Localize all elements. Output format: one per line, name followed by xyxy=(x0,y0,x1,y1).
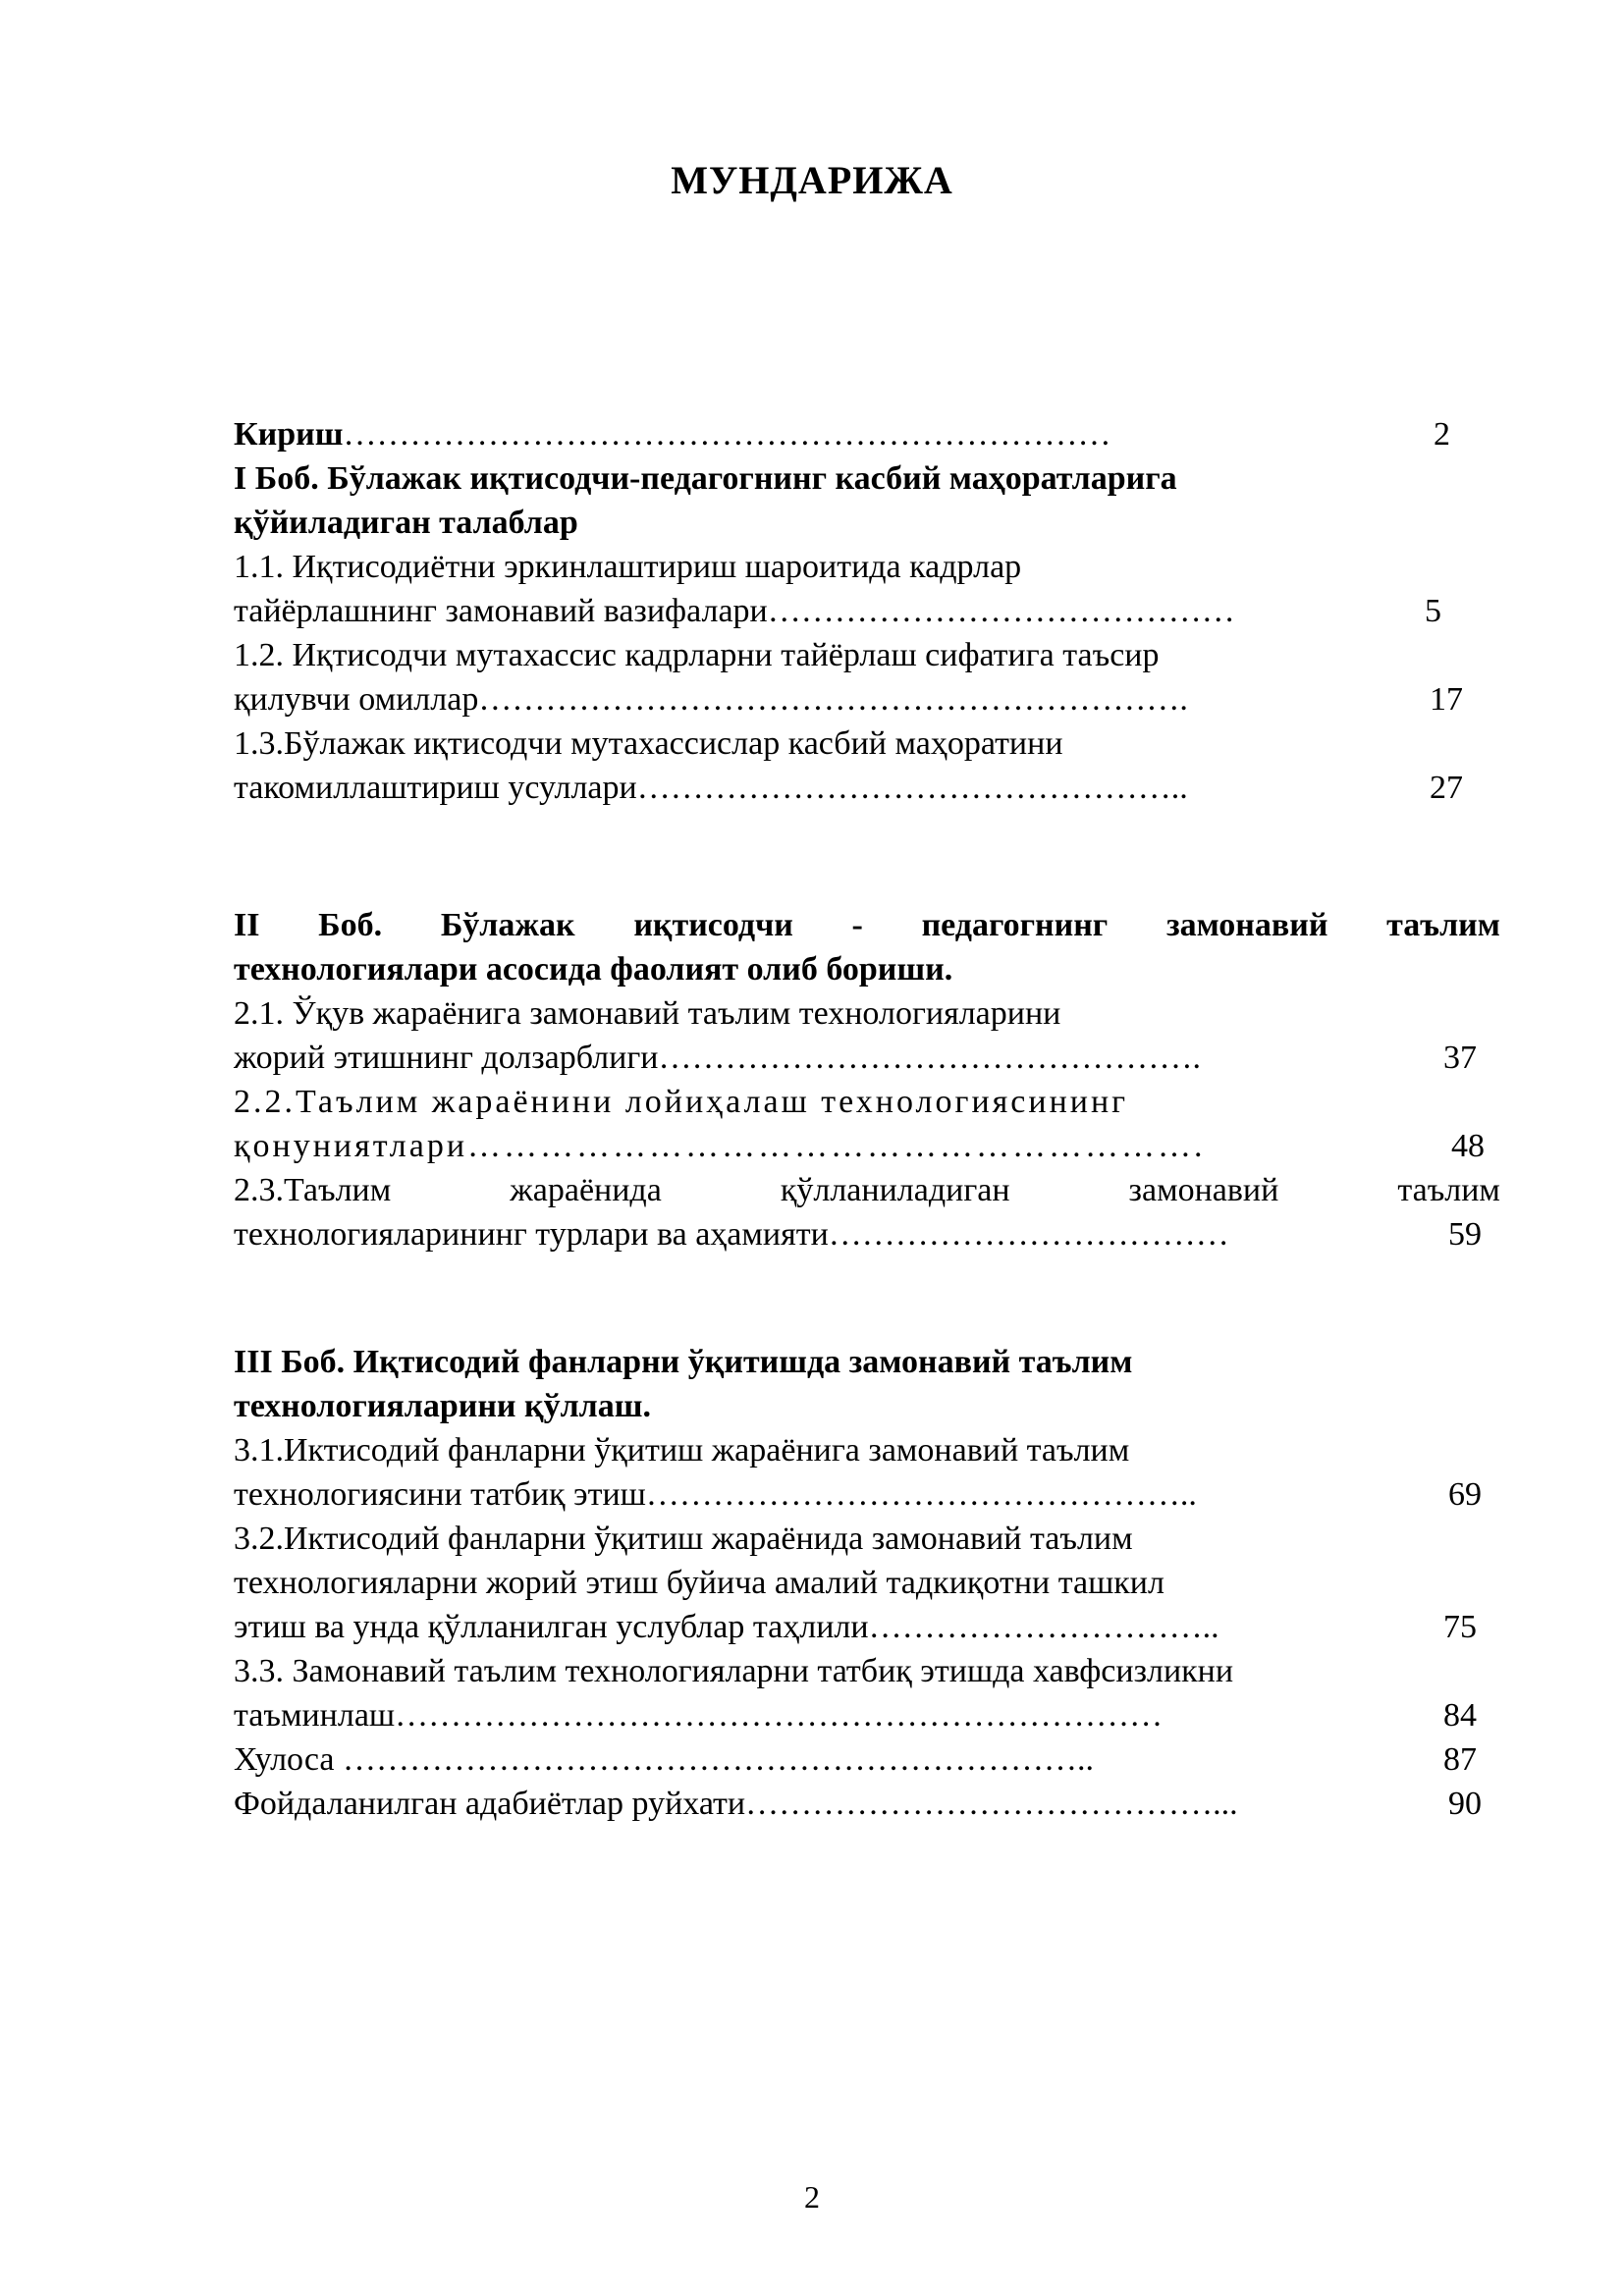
toc-entry-label: 3.1.Иктисодий фанларни ўқитиш жараёнига замонавий таълим xyxy=(234,1432,1130,1468)
heading-word: Бўлажак xyxy=(440,907,575,943)
toc-page-number: 48 xyxy=(1451,1128,1485,1164)
chapter-heading-cont: технологияларини қўллаш. xyxy=(234,1388,651,1424)
toc-page-number: 27 xyxy=(1430,770,1463,806)
toc-entry-label: 3.2.Иктисодий фанларни ўқитиш жараёнида замонавий таълим xyxy=(234,1521,1133,1557)
toc-section-1 xyxy=(234,412,1500,810)
toc-entry-label: технологияларининг турлари ва аҳамияти xyxy=(234,1216,829,1253)
toc-dots: ………………………….. xyxy=(868,1609,1219,1645)
toc-page-number: 17 xyxy=(1430,681,1463,718)
heading-word: II xyxy=(234,907,260,943)
toc-entry-2-2[interactable] xyxy=(234,1124,1500,1168)
toc-entry-label: 1.2. Иқтисодчи мутахассис кадрларни тайёрлаш сифатига таъсир xyxy=(234,637,1160,673)
toc-entry-label: жорий этишнинг долзарблиги xyxy=(234,1040,659,1076)
toc-entry-3-3[interactable] xyxy=(234,1693,1500,1737)
label-word: замонавий xyxy=(1128,1172,1279,1208)
label-word: қўлланиладиган xyxy=(780,1172,1010,1208)
heading-word: - xyxy=(851,907,863,943)
toc-dots: ………………………………………………………. xyxy=(478,681,1188,718)
toc-dots: …………………………………… xyxy=(767,593,1235,629)
toc-entry-label: 3.3. Замонавий таълим технологияларни татбиқ этишда хавфсизликни xyxy=(234,1653,1234,1689)
label-word: жараёнида xyxy=(510,1172,662,1208)
toc-page-number: 87 xyxy=(1443,1741,1477,1778)
toc-page-number: 2 xyxy=(1434,416,1450,453)
toc-entry-label xyxy=(234,1168,1500,1212)
toc-entry-label: Фойдаланилган адабиётлар руйхати xyxy=(234,1786,746,1822)
toc-entry-label: технологиясини татбиқ этиш xyxy=(234,1476,646,1513)
heading-word: Боб. xyxy=(318,907,383,943)
toc-entry-label: Кириш xyxy=(234,416,344,453)
toc-dots: ………………………………………….. xyxy=(645,1476,1197,1513)
chapter-heading-cont: қўйиладиган талаблар xyxy=(234,505,578,541)
toc-entry-2-1[interactable] xyxy=(234,1036,1500,1080)
toc-entry-label: 2.2.Таълим жараёнини лойиҳалаш технологиясининг xyxy=(234,1084,1129,1120)
toc-entry-label: такомиллаштириш усуллари xyxy=(234,770,637,806)
heading-word: иқтисодчи xyxy=(633,907,793,943)
toc-page-number: 69 xyxy=(1448,1476,1482,1513)
toc-entry-3-2[interactable] xyxy=(234,1605,1500,1649)
toc-page-number: 59 xyxy=(1448,1216,1482,1253)
toc-entry-label: қонуниятлари xyxy=(234,1128,468,1164)
toc-entry-1-2[interactable] xyxy=(234,677,1500,721)
toc-entry-label: қилувчи омиллар xyxy=(234,681,479,718)
toc-entry-2-3[interactable] xyxy=(234,1212,1500,1256)
toc-page-number: 75 xyxy=(1443,1609,1477,1645)
toc-entry-label: 1.1. Иқтисодиётни эркинлаштириш шароитида кадрлар xyxy=(234,549,1022,585)
toc-entry-1-3[interactable] xyxy=(234,766,1500,810)
toc-page-number: 84 xyxy=(1443,1697,1477,1734)
toc-entry-label: Хулоса xyxy=(234,1741,335,1778)
toc-entry-intro[interactable] xyxy=(234,412,1500,456)
toc-entry-label: технологияларни жорий этиш буйича амалий тадкиқотни ташкил xyxy=(234,1565,1164,1601)
toc-dots: ……………………………………... xyxy=(745,1786,1238,1822)
toc-entry-1-1[interactable] xyxy=(234,589,1500,633)
toc-dots: ……………………………… xyxy=(828,1216,1229,1253)
toc-section-2 xyxy=(234,903,1500,1256)
toc-page-number: 5 xyxy=(1425,593,1441,629)
heading-word: таълим xyxy=(1386,907,1500,943)
chapter-heading-cont: технологиялари асосида фаолият олиб бориши. xyxy=(234,951,953,988)
toc-entry-references[interactable] xyxy=(234,1782,1500,1826)
toc-entry-3-1[interactable] xyxy=(234,1472,1500,1517)
page-title: МУНДАРИЖА xyxy=(671,158,953,202)
chapter-heading: III Боб. Иқтисодий фанларни ўқитишда замонавий таълим xyxy=(234,1344,1133,1380)
toc-page-number: 37 xyxy=(1443,1040,1477,1076)
chapter-heading xyxy=(234,903,1500,947)
toc-dots: ……………………………………………………. xyxy=(467,1128,1206,1164)
toc-entry-label: 1.3.Бўлажак иқтисодчи мутахассислар касбий маҳоратини xyxy=(234,725,1063,762)
toc-dots: ………………………………………….. xyxy=(636,770,1188,806)
toc-page-number: 90 xyxy=(1448,1786,1482,1822)
toc-dots: ………………………………………………………….. xyxy=(342,1741,1094,1778)
toc-entry-label: этиш ва унда қўлланилган услублар таҳлили xyxy=(234,1609,869,1645)
toc-dots: …………………………………………………………… xyxy=(343,416,1111,453)
heading-word: замонавий xyxy=(1165,907,1328,943)
toc-entry-label: 2.1. Ўқув жараёнига замонавий таълим технологияларини xyxy=(234,995,1061,1032)
heading-word: педагогнинг xyxy=(921,907,1109,943)
toc-entry-label: тайёрлашнинг замонавий вазифалари xyxy=(234,593,768,629)
page-number: 2 xyxy=(804,2179,820,2215)
toc-entry-label: таъминлаш xyxy=(234,1697,396,1734)
label-word: таълим xyxy=(1397,1172,1500,1208)
label-word: 2.3.Таълим xyxy=(234,1172,392,1208)
toc-section-3 xyxy=(234,1340,1500,1826)
toc-dots: …………………………………………. xyxy=(658,1040,1201,1076)
toc-entry-conclusion[interactable] xyxy=(234,1737,1500,1782)
toc-dots: …………………………………………………………… xyxy=(395,1697,1164,1734)
chapter-heading: I Боб. Бўлажак иқтисодчи-педагогнинг касбий маҳоратларига xyxy=(234,460,1177,497)
